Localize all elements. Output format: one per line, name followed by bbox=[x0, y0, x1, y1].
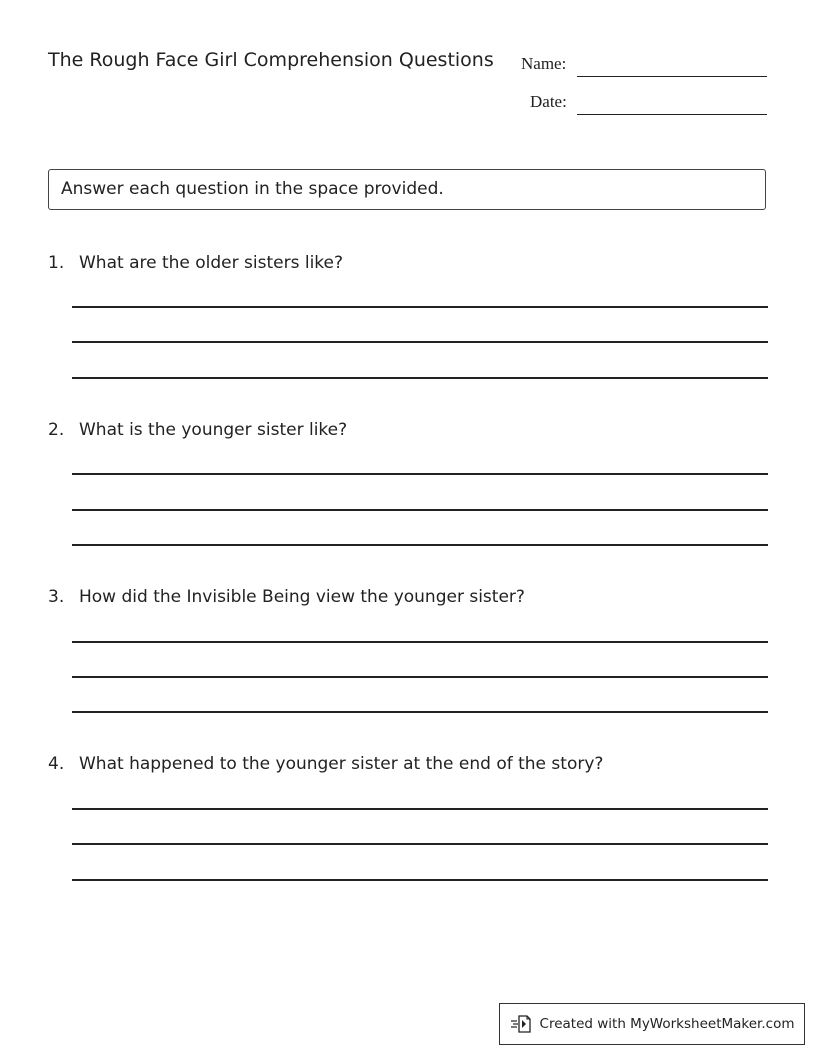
answer-line[interactable] bbox=[72, 676, 768, 678]
question-3 bbox=[48, 587, 525, 607]
answer-line[interactable] bbox=[72, 377, 768, 379]
question-number: 2. bbox=[48, 420, 65, 440]
footer-credit[interactable] bbox=[499, 1003, 805, 1045]
question-number: 3. bbox=[48, 587, 65, 607]
date-field-line[interactable] bbox=[577, 114, 767, 115]
answer-line[interactable] bbox=[72, 509, 768, 511]
instructions-text: Answer each question in the space provided. bbox=[61, 179, 444, 199]
answer-line[interactable] bbox=[72, 641, 768, 643]
name-field-line[interactable] bbox=[577, 76, 767, 77]
question-2 bbox=[48, 420, 347, 440]
answer-line[interactable] bbox=[72, 306, 768, 308]
instructions-box bbox=[48, 169, 766, 210]
answer-line[interactable] bbox=[72, 879, 768, 881]
question-4 bbox=[48, 754, 603, 774]
answer-line[interactable] bbox=[72, 843, 768, 845]
answer-line[interactable] bbox=[72, 808, 768, 810]
question-text: How did the Invisible Being view the younger sister? bbox=[79, 587, 525, 607]
question-number: 4. bbox=[48, 754, 65, 774]
question-text: What are the older sisters like? bbox=[79, 253, 344, 273]
answer-line[interactable] bbox=[72, 544, 768, 546]
worksheet-maker-logo-icon bbox=[510, 1013, 532, 1035]
worksheet-title: The Rough Face Girl Comprehension Questions bbox=[48, 49, 494, 71]
answer-line[interactable] bbox=[72, 473, 768, 475]
answer-line[interactable] bbox=[72, 341, 768, 343]
question-text: What happened to the younger sister at the end of the story? bbox=[79, 754, 604, 774]
question-number: 1. bbox=[48, 253, 65, 273]
name-label: Name: bbox=[521, 54, 567, 73]
answer-line[interactable] bbox=[72, 711, 768, 713]
question-text: What is the younger sister like? bbox=[79, 420, 348, 440]
question-1 bbox=[48, 253, 343, 273]
footer-text: Created with MyWorksheetMaker.com bbox=[539, 1016, 795, 1032]
date-label: Date: bbox=[530, 92, 567, 111]
